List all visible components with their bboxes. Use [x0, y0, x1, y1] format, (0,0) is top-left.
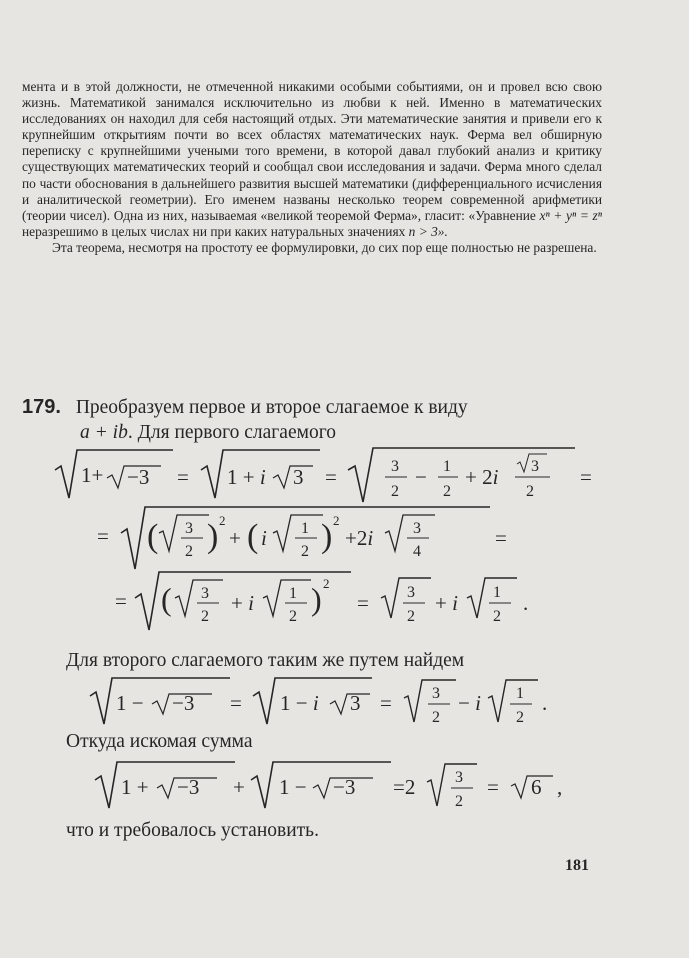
svg-text:6: 6: [531, 775, 542, 799]
svg-text:2: 2: [323, 576, 330, 591]
svg-text:+ i: + i: [435, 591, 458, 615]
fermat-equation: xⁿ + yⁿ = zⁿ: [539, 207, 602, 223]
svg-text:(: (: [161, 581, 172, 617]
svg-text:4: 4: [413, 543, 421, 560]
svg-text:+: +: [233, 775, 245, 799]
problem-text-4: Откуда искомая сумма: [66, 731, 253, 752]
svg-text:−: −: [415, 465, 427, 489]
svg-text:2: 2: [333, 513, 340, 528]
svg-text:): ): [311, 581, 322, 617]
equation-5-svg: [95, 756, 595, 816]
svg-text:1: 1: [301, 520, 309, 537]
svg-text:− i: − i: [458, 691, 481, 715]
svg-text:3: 3: [350, 691, 361, 715]
svg-text:3: 3: [432, 685, 440, 702]
svg-text:1: 1: [289, 585, 297, 602]
intro-lines-cont: неразрешимо в целых числах ни при каких натуральных значениях: [22, 223, 409, 239]
n-condition: n > 3».: [408, 223, 448, 239]
svg-text:=: =: [357, 591, 369, 615]
page-number: 181: [565, 857, 589, 874]
svg-text:1 −: 1 −: [279, 775, 307, 799]
intro-lines: мента и в этой должности, не отмеченной никакими особыми событиями, он и провел всю свою жизнь. Математикой занимался исключительно из любви к ней. Именно в математических исследованиях он находил для себя настоящий отдых. Эти математические занятия и привели его к крупнейшим открытиям почти во всех областях математических наук. Ферма вел обширную переписку с крупнейшими учеными того времени, в которой давал глубокий анализ и критику существующих математических теорий и сообщал свои исследования и задачи. Ферма много сделал по части обоснования в дальнейшего развития высшей математики (дифференциального исчисления и аналитической геометрии). Его именем названы несколько теорем современной арифметики (теории чисел). Одна из них, называемая «великой теоремой Ферма», гласит: «Уравнение: [22, 79, 602, 223]
svg-text:3: 3: [201, 585, 209, 602]
svg-text:,: ,: [557, 775, 563, 799]
svg-text:): ): [321, 518, 333, 555]
problem-text-5: что и требовалось установить.: [66, 820, 319, 841]
problem-text-3: Для второго слагаемого таким же путем найдем: [66, 650, 465, 671]
intro-paragraph-2: Эта теорема, несмотря на простоту ее формулировки, до сих пор еще полностью не разрешена.: [52, 239, 597, 255]
svg-text:1: 1: [493, 584, 501, 601]
equation-2-svg: [95, 503, 515, 575]
svg-text:): ): [207, 518, 219, 555]
svg-text:=: =: [230, 691, 242, 715]
svg-text:2: 2: [201, 608, 209, 625]
svg-text:3: 3: [185, 520, 193, 537]
svg-text:2: 2: [443, 483, 451, 500]
equation-3: [113, 568, 563, 640]
svg-text:=: =: [495, 526, 507, 550]
svg-text:=: =: [115, 589, 127, 613]
svg-text:=: =: [177, 465, 189, 489]
intro-text: [22, 79, 602, 256]
svg-text:2: 2: [391, 483, 399, 500]
svg-text:=: =: [380, 691, 392, 715]
svg-text:−3: −3: [172, 691, 195, 715]
svg-text:2: 2: [493, 608, 501, 625]
svg-text:2: 2: [301, 543, 309, 560]
svg-text:(: (: [247, 518, 259, 555]
svg-text:−3: −3: [177, 775, 200, 799]
svg-text:1: 1: [443, 458, 451, 475]
equation-3-svg: [113, 568, 563, 634]
svg-text:1: 1: [516, 685, 524, 702]
svg-text:3: 3: [531, 458, 539, 475]
svg-text:i: i: [261, 526, 267, 550]
svg-text:1 − i: 1 − i: [280, 691, 319, 715]
problem-text-1: Преобразуем первое и второе слагаемое к виду: [75, 397, 468, 418]
svg-text:3: 3: [413, 520, 421, 537]
svg-text:2: 2: [289, 608, 297, 625]
svg-text:−3: −3: [333, 775, 356, 799]
svg-text:(: (: [147, 518, 159, 555]
svg-text:=: =: [97, 524, 109, 548]
svg-text:2: 2: [516, 709, 524, 726]
equation-5: [95, 756, 595, 822]
svg-text:.: .: [523, 591, 529, 615]
svg-text:+ i: + i: [231, 591, 254, 615]
problem-text-2: . Для первого слагаемого: [127, 422, 336, 443]
svg-text:1 −: 1 −: [116, 691, 144, 715]
svg-text:2: 2: [432, 709, 440, 726]
svg-text:.: .: [542, 691, 548, 715]
svg-text:3: 3: [293, 465, 304, 489]
svg-text:3: 3: [407, 584, 415, 601]
svg-text:+: +: [229, 526, 241, 550]
svg-text:2: 2: [219, 513, 226, 528]
svg-text:1+: 1+: [81, 463, 104, 487]
svg-text:1 +: 1 +: [121, 775, 149, 799]
problem-179-statement: [22, 395, 607, 445]
svg-text:=: =: [325, 465, 337, 489]
svg-text:1 + i: 1 + i: [227, 465, 266, 489]
svg-text:2: 2: [407, 608, 415, 625]
svg-text:=: =: [580, 465, 592, 489]
svg-text:2: 2: [185, 543, 193, 560]
svg-text:2: 2: [455, 793, 463, 810]
svg-text:2: 2: [526, 483, 534, 500]
problem-number: 179.: [22, 396, 61, 418]
form-a-plus-ib: a + ib: [80, 422, 128, 443]
svg-text:3: 3: [391, 458, 399, 475]
equation-4-svg: [90, 672, 590, 732]
svg-text:=: =: [487, 775, 499, 799]
equation-1-svg: [55, 446, 605, 506]
svg-text:=2: =2: [393, 775, 416, 799]
svg-text:3: 3: [455, 769, 463, 786]
svg-text:−3: −3: [127, 465, 150, 489]
svg-text:+ 2i: + 2i: [465, 465, 499, 489]
svg-text:+2i: +2i: [345, 526, 374, 550]
intro-paragraph: [22, 79, 602, 240]
